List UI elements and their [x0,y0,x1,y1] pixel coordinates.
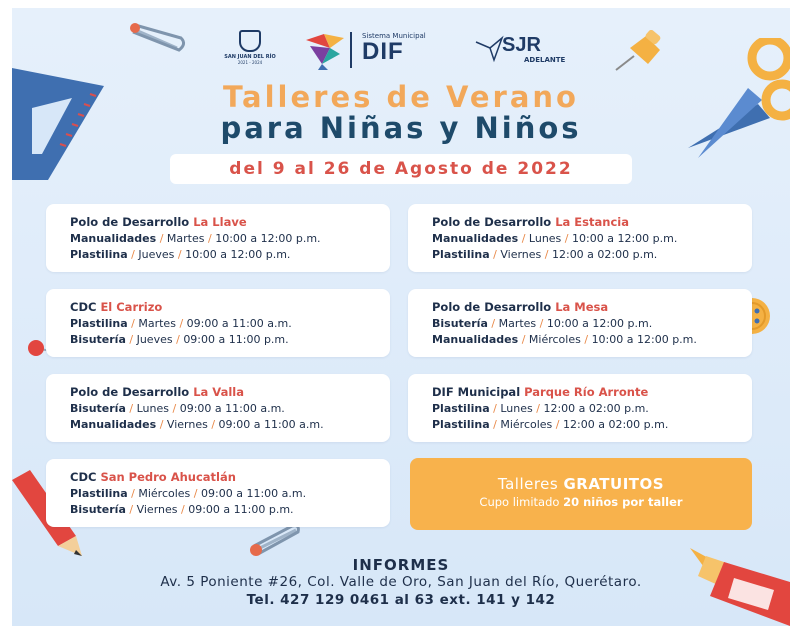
schedule-line: Plastilina / Lunes / 12:00 a 02:00 p.m. [432,402,649,415]
info-title: INFORMES [352,556,450,574]
title-line-1: Talleres de Verano [223,80,579,114]
card-place: Polo de Desarrollo La Estancia [432,215,629,229]
logo-bar [12,30,790,76]
workshop-card [408,374,752,442]
workshop-card [46,289,390,357]
dif-logo: Sistema Municipal DIF [362,32,426,65]
card-place: Polo de Desarrollo La Mesa [432,300,609,314]
dif-bird-logo-icon [304,30,346,72]
workshop-card [46,459,390,527]
info-phone: Tel. 427 129 0461 al 63 ext. 141 y 142 [246,592,556,608]
card-place: DIF Municipal Parque Río Arronte [432,385,649,399]
info-address: Av. 5 Poniente #26, Col. Valle de Oro, San Juan del Río, Querétaro. [160,574,642,590]
card-place: CDC San Pedro Ahucatlán [70,470,236,484]
schedule-line: Manualidades / Lunes / 10:00 a 12:00 p.m. [432,232,678,245]
safety-pin-icon [246,524,302,558]
card-place: Polo de Desarrollo La Llave [70,215,247,229]
logo-separator [350,32,352,68]
schedule-line: Bisutería / Martes / 10:00 a 12:00 p.m. [432,317,653,330]
schedule-line: Plastilina / Jueves / 10:00 a 12:00 p.m. [70,248,291,261]
municipio-logo: SAN JUAN DEL RÍO 2021 - 2024 [222,30,278,65]
workshop-card [408,204,752,272]
schedule-line: Bisutería / Lunes / 09:00 a 11:00 a.m. [70,402,285,415]
origami-bird-icon [474,34,504,64]
free-workshops-banner: Talleres GRATUITOS Cupo limitado 20 niños por taller [410,458,752,530]
schedule-line: Plastilina / Miércoles / 12:00 a 02:00 p.m. [432,418,669,431]
card-place: Polo de Desarrollo La Valla [70,385,244,399]
schedule-line: Plastilina / Martes / 09:00 a 11:00 a.m. [70,317,292,330]
schedule-line: Plastilina / Miércoles / 09:00 a 11:00 a.m. [70,487,307,500]
card-place: CDC El Carrizo [70,300,163,314]
sjr-adelante-logo: SJR ADELANTE [474,32,584,70]
schedule-line: Bisutería / Viernes / 09:00 a 11:00 p.m. [70,503,294,516]
schedule-line: Plastilina / Viernes / 12:00 a 02:00 p.m. [432,248,658,261]
poster [12,8,790,626]
schedule-line: Manualidades / Miércoles / 10:00 a 12:00 p.m. [432,333,697,346]
title-line-2: para Niñas y Niños [220,111,582,145]
schedule-line: Manualidades / Martes / 10:00 a 12:00 p.m. [70,232,321,245]
workshop-card [408,289,752,357]
schedule-line: Manualidades / Viernes / 09:00 a 11:00 a.m. [70,418,324,431]
workshop-card [46,204,390,272]
workshop-card [46,374,390,442]
date-range: del 9 al 26 de Agosto de 2022 [170,154,632,184]
schedule-line: Bisutería / Jueves / 09:00 a 11:00 p.m. [70,333,289,346]
crest-icon [239,30,261,52]
